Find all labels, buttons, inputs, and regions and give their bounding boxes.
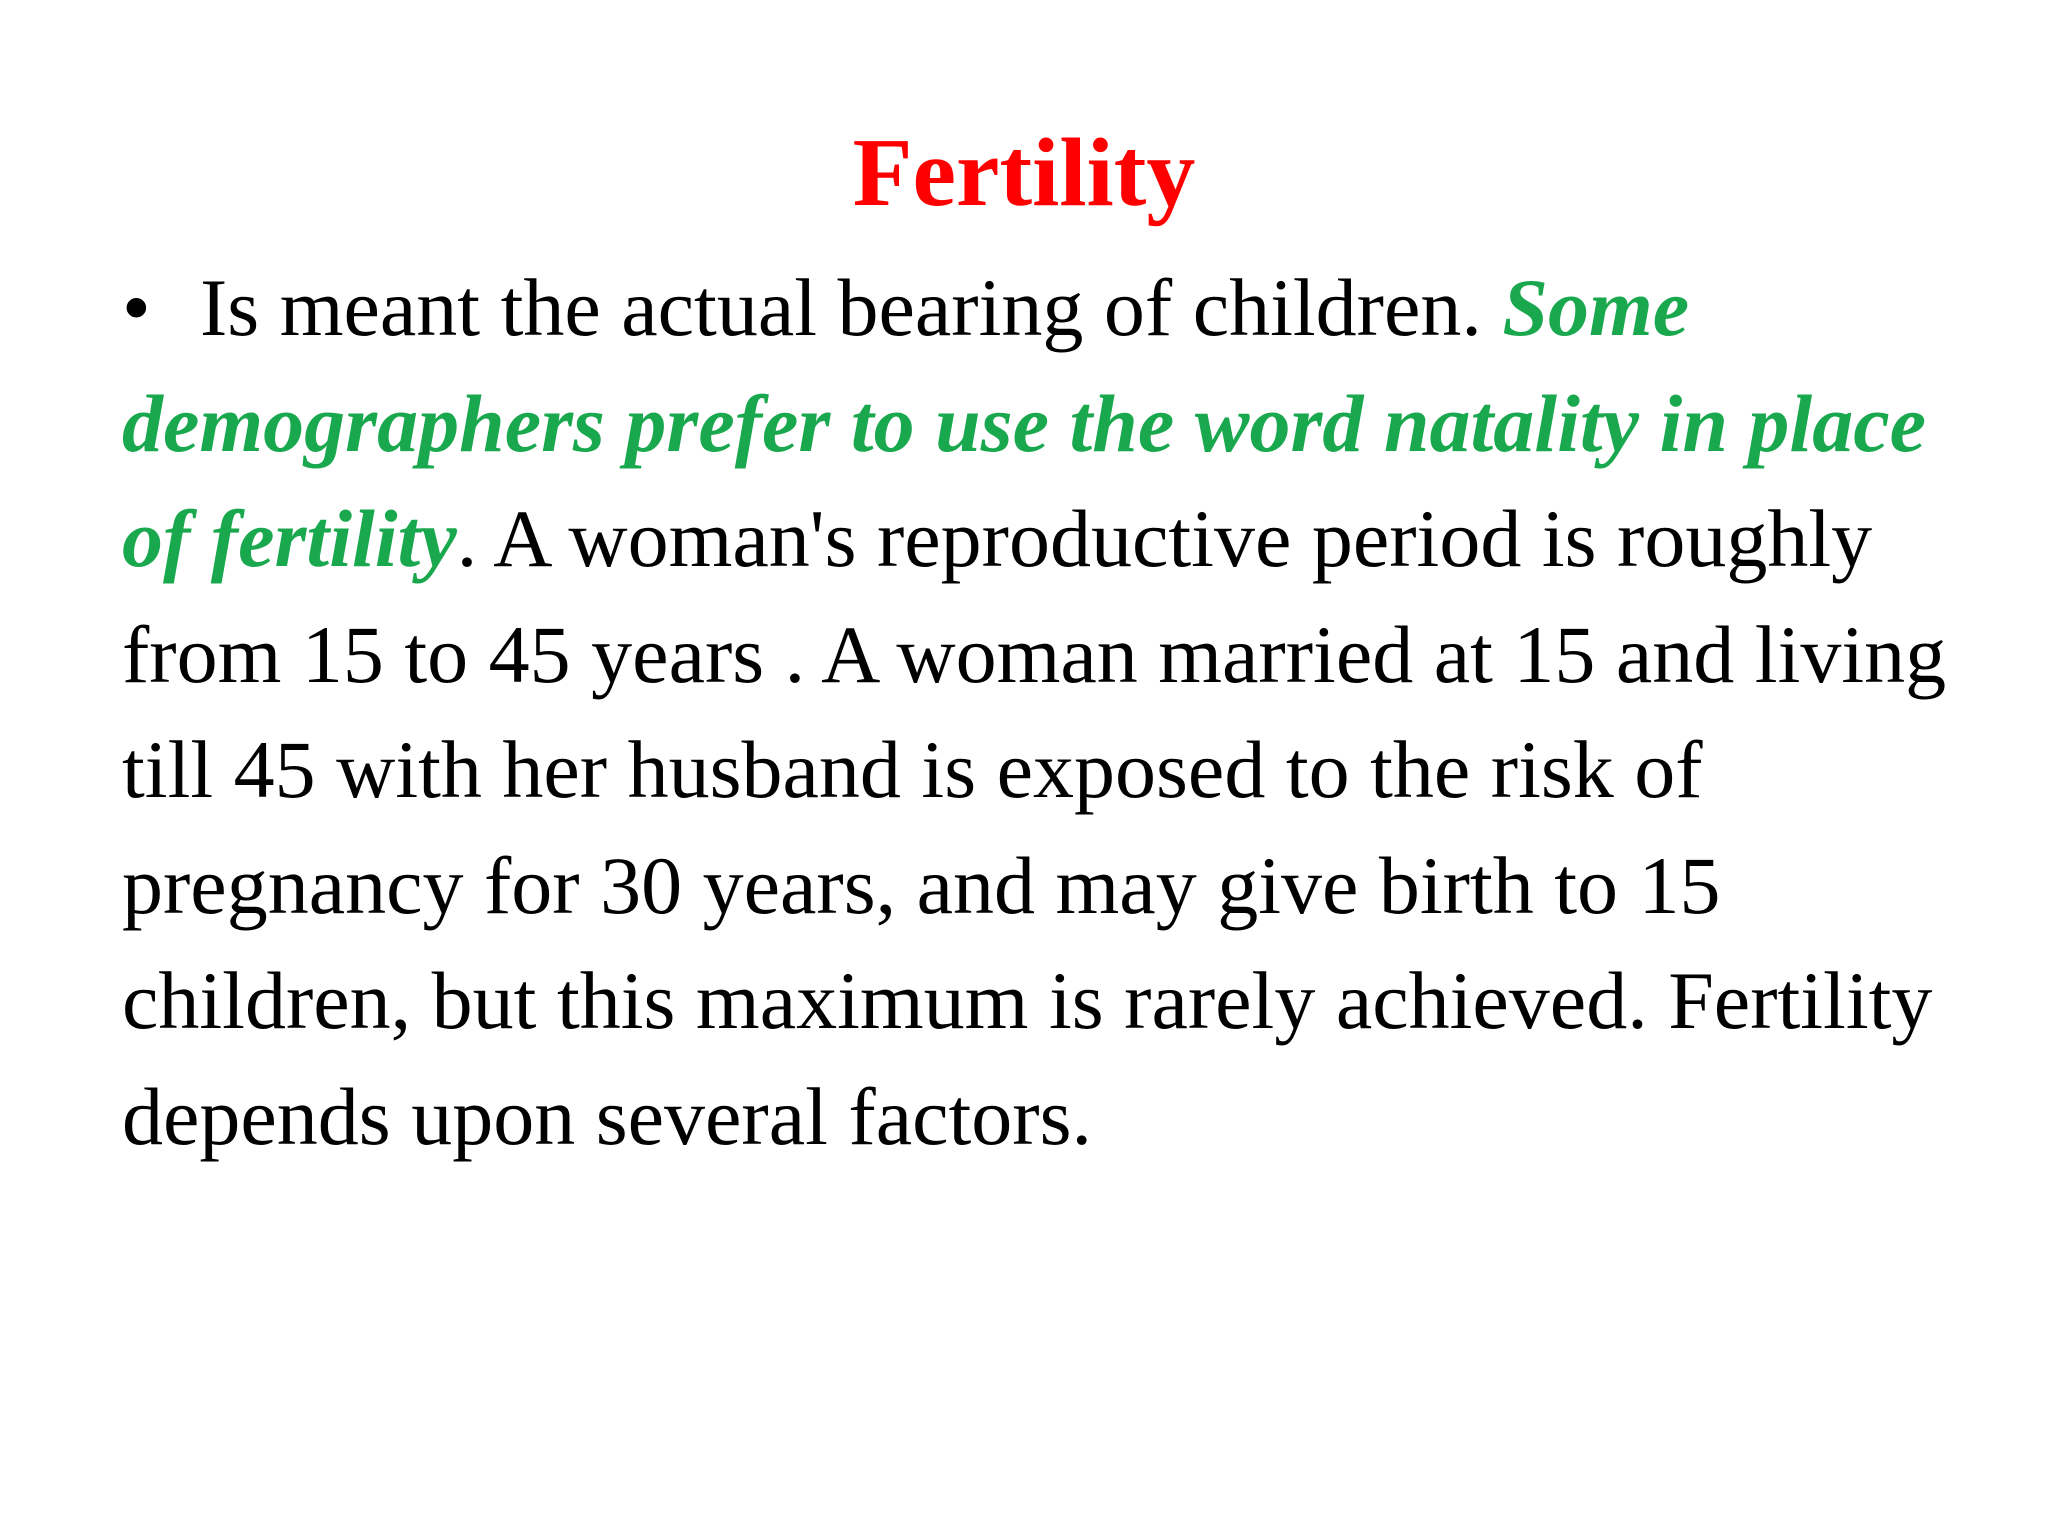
highlighted-phrase: Some demographers prefer to use the word natality in place of fertility <box>122 262 1926 584</box>
bullet-point: • <box>122 262 151 353</box>
slide-title: Fertility <box>852 119 1196 227</box>
paragraph-lead-text: Is meant the actual bearing of children. <box>200 262 1503 353</box>
bullet-paragraph <box>122 250 1952 1174</box>
paragraph-body-text: . A woman's reproductive period is roughly from 15 to 45 years . A woman married at 15 and living till 45 with her husband is exposed to the risk of pregnancy for 30 years, and may give birth to 15 children, but this maximum is rarely achieved. Fertility depends upon several factors. <box>122 493 1947 1162</box>
